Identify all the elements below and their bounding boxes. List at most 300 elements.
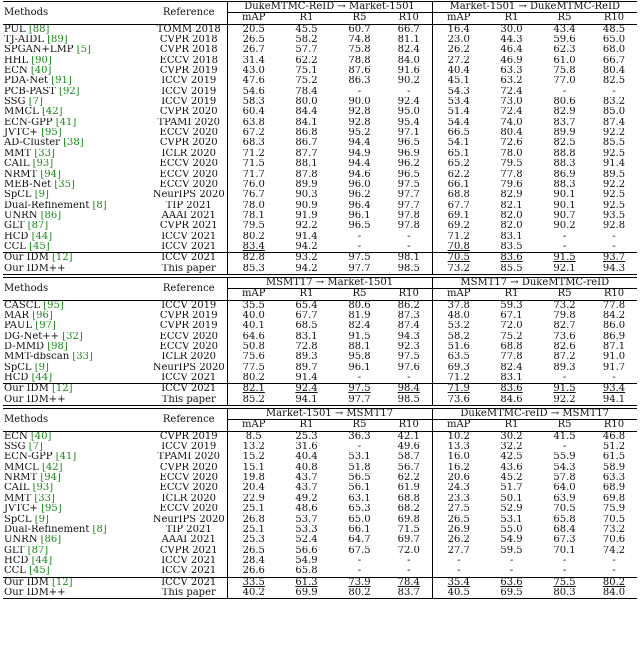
header-metric: R10 (386, 13, 432, 24)
metric-value: 59.6 (553, 35, 576, 46)
method-cell (3, 535, 151, 545)
metric-value: 68.8 (447, 190, 470, 201)
metric-value: 86.9 (553, 169, 576, 180)
metric-value: 40.5 (447, 587, 470, 598)
citation-link[interactable]: [8] (92, 524, 107, 535)
metric-value: 73.2 (447, 263, 470, 274)
metric-value: 50.1 (500, 493, 523, 504)
metric-value: 68.4 (553, 524, 576, 535)
citation-link[interactable]: [41] (55, 117, 77, 128)
citation-link[interactable]: [86] (40, 535, 62, 546)
metric-value: 89.3 (295, 352, 318, 363)
table-row (3, 97, 637, 107)
header-methods: Methods (3, 277, 151, 300)
metric-value: 66.7 (602, 55, 626, 66)
metric-value: 98.4 (386, 384, 432, 395)
citation-link[interactable]: [8] (92, 200, 107, 211)
table-row (3, 264, 637, 275)
metric-value: 20.4 (242, 483, 265, 494)
table-row (3, 128, 637, 138)
metric-value: 26.5 (242, 35, 265, 46)
method-cell (3, 395, 151, 406)
metric-value: - (562, 241, 567, 252)
citation-link[interactable]: [5] (76, 45, 91, 56)
header-metric: R1 (485, 289, 538, 300)
metric-value: 87.4 (602, 117, 626, 128)
metric-value: 91.4 (602, 159, 626, 170)
citation-link[interactable]: [97] (35, 321, 56, 332)
metric-value: 78.4 (386, 577, 432, 588)
metric-value: 25.3 (242, 535, 265, 546)
metric-value: 80.0 (295, 97, 318, 108)
method-cell (3, 363, 151, 373)
metric-value: 32.2 (500, 442, 523, 453)
method-cell (3, 242, 151, 253)
metric-value: 96.1 (348, 362, 371, 373)
reference-cell: ECCV 2020 (151, 180, 227, 190)
metric-value: 15.1 (242, 462, 265, 473)
metric-value: 45.1 (447, 76, 470, 87)
metric-value: 63.2 (500, 76, 523, 87)
method-cell (3, 332, 151, 342)
metric-value: 89.3 (553, 362, 576, 373)
metric-value: 24.3 (447, 483, 470, 494)
metric-value: 52.9 (500, 504, 523, 515)
table-row (3, 566, 637, 577)
metric-value: - (457, 566, 461, 577)
metric-value: 69.7 (386, 535, 432, 545)
citation-link[interactable]: [9] (34, 362, 49, 373)
metric-value: 69.5 (500, 587, 523, 598)
metric-value: 56.1 (348, 483, 371, 494)
method-name: GLT (4, 545, 25, 556)
metric-value: 56.5 (348, 473, 371, 484)
method-name: MMT (4, 493, 32, 504)
metric-value: 80.3 (553, 587, 576, 598)
metric-value: 51.7 (500, 483, 523, 494)
metric-value: 67.1 (500, 310, 523, 321)
method-name: HCD (4, 373, 29, 384)
table-row (3, 180, 637, 190)
reference-cell: CVPR 2020 (151, 138, 227, 148)
method-cell (3, 556, 151, 566)
metric-value: 54.3 (447, 86, 470, 97)
metric-value: 97.7 (386, 190, 432, 200)
header-methods: Methods (3, 2, 151, 25)
table-row (3, 35, 637, 45)
metric-value: 48.6 (295, 504, 318, 515)
metric-value: 91.5 (348, 331, 371, 342)
citation-link[interactable]: [92] (59, 86, 80, 97)
metric-value: 66.7 (386, 24, 432, 35)
metric-value: 43.0 (242, 66, 265, 77)
metric-value: 97.8 (386, 211, 432, 221)
citation-link[interactable]: [93] (32, 483, 54, 494)
reference-cell: ECCV 2020 (151, 504, 227, 514)
metric-value: 61.0 (553, 55, 576, 66)
reference-cell: ECCV 2020 (151, 128, 227, 138)
metric-value: 20.5 (242, 24, 265, 35)
metric-value: 49.2 (295, 493, 318, 504)
method-cell (3, 201, 151, 211)
method-cell (3, 232, 151, 242)
reference-cell: ICCV 2019 (151, 87, 227, 97)
metric-value: - (612, 373, 616, 384)
metric-value: - (562, 442, 567, 453)
metric-value: 70.5 (553, 504, 576, 515)
metric-value: 64.6 (242, 331, 265, 342)
metric-value: 44.3 (500, 35, 523, 46)
reference-cell: ECCV 2020 (151, 332, 227, 342)
citation-link[interactable]: [98] (47, 342, 68, 352)
metric-value: 15.2 (242, 452, 265, 463)
metric-value: 83.4 (242, 241, 265, 252)
reference-cell: NeurIPS 2020 (151, 190, 227, 200)
metric-value: 75.8 (553, 66, 576, 77)
metric-value: - (386, 232, 432, 242)
metric-value: 40.4 (295, 452, 318, 463)
table-row (3, 442, 637, 452)
method-name: PCB-PAST (4, 86, 56, 97)
metric-value: 89.5 (602, 169, 626, 180)
citation-link[interactable]: [40] (30, 431, 52, 442)
method-cell (3, 66, 151, 76)
header-metric: R1 (485, 420, 538, 431)
table-row (3, 242, 637, 253)
metric-value: 82.5 (602, 76, 626, 87)
metric-value: 91.0 (602, 352, 626, 363)
citation-link[interactable]: [44] (31, 373, 53, 384)
metric-value: 71.2 (242, 148, 265, 159)
reference-cell: CVPR 2020 (151, 107, 227, 117)
metric-value: 92.2 (295, 221, 318, 232)
metric-value: 92.2 (602, 128, 626, 139)
method-name: TJ-AIDL (4, 35, 44, 46)
method-cell (3, 342, 151, 352)
metric-value: 40.0 (242, 310, 265, 321)
metric-value: 23.3 (447, 493, 470, 504)
metric-value: 67.7 (295, 310, 318, 321)
metric-value: 82.1 (500, 200, 523, 211)
metric-value: 30.2 (500, 431, 523, 442)
metric-value: 46.9 (500, 55, 523, 66)
header-metric: R5 (333, 13, 386, 24)
citation-link[interactable]: [33] (34, 148, 55, 159)
citation-link[interactable]: [7] (28, 97, 43, 108)
metric-value: 95.8 (348, 352, 371, 363)
metric-value: 94.2 (295, 263, 318, 274)
metric-value: 71.2 (447, 231, 470, 242)
citation-link[interactable]: [40] (30, 66, 52, 77)
method-name: CCL (4, 241, 26, 252)
metric-value: 97.7 (386, 201, 432, 211)
reference-cell: ECCV 2020 (151, 473, 227, 483)
citation-link[interactable]: [42] (41, 107, 63, 118)
metric-value: 76.7 (242, 190, 265, 201)
header-metric: R5 (538, 13, 591, 24)
citation-link[interactable]: [12] (52, 252, 73, 264)
metric-value: 73.6 (447, 394, 470, 405)
metric-value: 26.8 (242, 514, 265, 525)
metric-value: 65.0 (602, 35, 626, 46)
citation-link[interactable]: [89] (47, 35, 68, 46)
reference-cell: TPAMI 2020 (151, 452, 227, 462)
table-row (3, 159, 637, 169)
metric-value: 83.7 (386, 588, 432, 599)
citation-link[interactable]: [94] (40, 169, 61, 180)
table-row (3, 87, 637, 97)
metric-value: - (562, 231, 567, 242)
citation-link[interactable]: [87] (27, 221, 49, 232)
reference-cell: ICCV 2021 (151, 384, 227, 395)
method-cell (3, 452, 151, 462)
metric-value: 94.4 (348, 138, 371, 149)
metric-value: 68.9 (602, 483, 626, 494)
metric-value: 80.2 (348, 587, 371, 598)
metric-value: 65.3 (348, 504, 371, 515)
metric-value: 63.3 (602, 473, 626, 484)
citation-link[interactable]: [95] (43, 300, 64, 311)
metric-value: 58.9 (602, 462, 626, 473)
table-row (3, 56, 637, 66)
table-row (3, 190, 637, 200)
citation-link[interactable]: [33] (72, 352, 93, 363)
method-name: Dual-Refinement (4, 200, 90, 211)
table-row (3, 149, 637, 159)
metric-value: 75.2 (295, 76, 318, 87)
metric-value: 33.5 (227, 577, 280, 588)
citation-link[interactable]: [45] (29, 241, 50, 252)
citation-link[interactable]: [94] (40, 473, 61, 484)
reference-cell: CVPR 2019 (151, 431, 227, 442)
metric-value: 72.6 (500, 138, 523, 149)
header-metric: R5 (538, 289, 591, 300)
metric-value: 25.1 (242, 504, 265, 515)
metric-value: 55.9 (553, 452, 576, 463)
header-metric: R10 (591, 13, 637, 24)
results-table (3, 277, 637, 406)
method-cell (3, 149, 151, 159)
metric-value: 87.8 (295, 169, 318, 180)
reference-cell: CVPR 2021 (151, 221, 227, 231)
method-name: ECN-GPP (4, 452, 53, 463)
metric-value: 47.6 (242, 76, 265, 87)
method-cell (3, 211, 151, 221)
metric-value: 8.5 (245, 431, 262, 442)
citation-link[interactable]: [86] (40, 210, 62, 221)
metric-value: 90.1 (553, 200, 576, 211)
metric-value: 40.4 (447, 66, 470, 77)
metric-value: 76.0 (242, 179, 265, 190)
citation-link[interactable]: [90] (31, 55, 52, 66)
method-cell (3, 566, 151, 577)
citation-link[interactable]: [42] (41, 462, 63, 473)
metric-value: 79.5 (242, 221, 265, 232)
metric-value: 91.5 (538, 384, 591, 395)
citation-link[interactable]: [38] (63, 138, 84, 149)
metric-value: 26.7 (242, 45, 265, 56)
metric-value: 63.3 (500, 66, 523, 77)
metric-value: 68.8 (386, 494, 432, 504)
metric-value: 96.2 (386, 159, 432, 169)
metric-value: 82.4 (500, 362, 523, 373)
table-row (3, 221, 637, 231)
header-reference: Reference (151, 409, 227, 432)
metric-value: 90.1 (553, 190, 576, 201)
metric-value: 78.1 (242, 210, 265, 221)
metric-value: 97.5 (386, 180, 432, 190)
citation-link[interactable]: [9] (34, 190, 49, 201)
metric-value: 36.3 (348, 431, 371, 442)
metric-value: 87.6 (348, 66, 371, 77)
method-cell (3, 504, 151, 514)
method-name: ECN (4, 66, 28, 77)
method-name: GLT (4, 221, 25, 232)
metric-value: 54.3 (553, 462, 576, 473)
method-cell (3, 97, 151, 107)
citation-link[interactable]: [35] (54, 179, 75, 190)
citation-link[interactable]: [44] (31, 555, 53, 566)
method-name: Our IDM (4, 252, 49, 264)
metric-value: 71.2 (447, 373, 470, 384)
header-metric: R10 (591, 289, 637, 300)
metric-value: 82.4 (386, 45, 432, 55)
table-row (3, 515, 637, 525)
metric-value: 48.0 (447, 310, 470, 321)
table-row (3, 76, 637, 86)
method-name: Our IDM (4, 577, 49, 588)
header-metric: R5 (333, 289, 386, 300)
citation-link[interactable]: [12] (52, 383, 73, 395)
citation-link[interactable]: [41] (55, 452, 77, 463)
header-row-groups (3, 409, 637, 420)
table-row (3, 170, 637, 180)
metric-value: 65.4 (295, 300, 318, 311)
citation-link[interactable]: [88] (28, 24, 50, 35)
header-metric: R1 (280, 13, 333, 24)
method-name: Our IDM (4, 383, 49, 395)
metric-value: 51.6 (447, 342, 470, 352)
citation-link[interactable]: [96] (32, 310, 53, 321)
metric-value: 54.4 (447, 117, 470, 128)
table-row (3, 253, 637, 264)
reference-cell: ICCV 2019 (151, 300, 227, 311)
metric-value: 82.0 (500, 210, 523, 221)
metric-value: 57.7 (295, 45, 318, 56)
citation-link[interactable]: [95] (41, 128, 62, 139)
reference-cell: ECCV 2018 (151, 56, 227, 66)
reference-cell: TIP 2021 (151, 201, 227, 211)
method-name: SPGAN+LMP (4, 45, 74, 56)
metric-value: 54.9 (500, 535, 523, 546)
method-cell (3, 494, 151, 504)
metric-value: 54.6 (242, 86, 265, 97)
metric-value: - (612, 86, 616, 97)
table-row (3, 452, 637, 462)
method-cell (3, 107, 151, 117)
table-row (3, 332, 637, 342)
metric-value: 58.7 (386, 452, 432, 462)
metric-value: 94.3 (602, 263, 626, 274)
metric-value: 85.5 (500, 263, 523, 274)
method-name: Our IDM++ (4, 394, 66, 405)
reference-cell: CVPR 2021 (151, 546, 227, 556)
citation-link[interactable]: [44] (31, 231, 53, 242)
metric-value: 72.0 (500, 321, 523, 332)
metric-value: 77.5 (242, 362, 265, 373)
citation-link[interactable]: [9] (34, 514, 49, 525)
metric-value: 73.6 (553, 331, 576, 342)
metric-value: 91.4 (295, 231, 318, 242)
table-row (3, 373, 637, 384)
metric-value: 82.0 (500, 221, 523, 232)
metric-value: 66.1 (348, 524, 371, 535)
reference-cell: ICCV 2021 (151, 577, 227, 588)
method-name: SSG (4, 97, 26, 108)
citation-link[interactable]: [7] (28, 442, 43, 453)
table-row (3, 45, 637, 55)
metric-value: 91.7 (602, 362, 626, 373)
table-row (3, 342, 637, 352)
metric-value: 69.8 (386, 515, 432, 525)
citation-link[interactable]: [87] (27, 545, 49, 556)
reference-cell: This paper (151, 588, 227, 599)
table-row (3, 363, 637, 373)
method-cell (3, 311, 151, 321)
citation-link[interactable]: [32] (62, 331, 83, 342)
header-metric: R1 (485, 13, 538, 24)
metric-value: 96.9 (386, 149, 432, 159)
metric-value: 28.4 (242, 555, 265, 566)
method-name: PDA-Net (4, 76, 49, 87)
metric-value: 71.7 (242, 169, 265, 180)
metric-value: - (509, 566, 514, 577)
citation-link[interactable]: [45] (29, 566, 50, 577)
method-cell (3, 384, 151, 395)
metric-value: 46.4 (500, 45, 523, 56)
metric-value: 55.0 (500, 524, 523, 535)
method-name: AD-Cluster (4, 138, 60, 149)
metric-value: 45.2 (500, 473, 523, 484)
header-reference: Reference (151, 277, 227, 300)
table-row (3, 525, 637, 535)
citation-link[interactable]: [93] (32, 159, 54, 170)
metric-value: 51.4 (447, 107, 470, 118)
metric-value: 69.2 (447, 221, 470, 232)
metric-value: - (612, 555, 616, 566)
citation-link[interactable]: [91] (51, 76, 72, 87)
citation-link[interactable]: [12] (52, 577, 73, 588)
metric-value: 43.7 (295, 483, 318, 494)
metric-value: - (562, 566, 567, 577)
metric-value: 94.6 (348, 169, 371, 180)
method-name: MMCL (4, 107, 39, 118)
citation-link[interactable]: [33] (34, 493, 55, 504)
citation-link[interactable]: [95] (41, 504, 62, 515)
metric-value: 90.2 (386, 76, 432, 86)
header-metric: R5 (538, 420, 591, 431)
header-group-title: MSMT17 → Market-1501 (227, 277, 432, 288)
metric-value: 79.5 (500, 159, 523, 170)
metric-value: 58.3 (242, 97, 265, 108)
table-row (3, 352, 637, 362)
metric-value: 85.0 (602, 107, 626, 118)
method-cell (3, 431, 151, 442)
metric-value: 63.5 (447, 352, 470, 363)
metric-value: 63.6 (485, 577, 538, 588)
metric-value: 84.6 (500, 394, 523, 405)
metric-value: 70.5 (602, 514, 626, 525)
